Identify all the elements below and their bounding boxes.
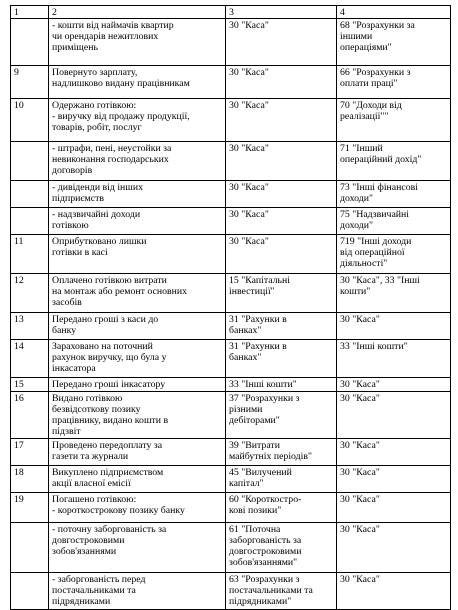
debit-account-line: підрядниками" — [229, 596, 292, 607]
operation-description — [49, 235, 226, 274]
debit-account-line: постачальниками та — [229, 585, 313, 596]
credit-account-line: від операційної — [340, 247, 405, 258]
credit-account — [337, 392, 451, 439]
operation-description — [49, 19, 226, 66]
operation-description-line: довгостроковими — [52, 535, 125, 546]
credit-account-line: іншими — [340, 31, 373, 42]
operation-description-line: Передано гроші з каси до — [52, 314, 159, 325]
credit-account — [337, 208, 451, 235]
debit-account — [226, 66, 337, 99]
accounting-entries-table — [10, 5, 451, 610]
debit-account-line: 63 "Розрахунки з — [229, 574, 300, 585]
debit-account — [226, 235, 337, 274]
operation-description-line: безвідсоткову позику — [52, 404, 141, 415]
debit-account-line: 15 "Капітальні — [229, 275, 290, 286]
credit-account — [337, 19, 451, 66]
header-row — [11, 6, 451, 19]
entry-number — [11, 208, 49, 235]
debit-account-line: 30 "Каса" — [229, 20, 269, 31]
entry-number: 9 — [11, 66, 49, 99]
debit-account-line: 60 "Короткостро- — [229, 494, 302, 505]
credit-account-line: 70 "Доходи від — [340, 100, 402, 111]
debit-account — [226, 99, 337, 142]
operation-description-line: - поточну заборгованість за — [52, 524, 167, 535]
operation-description-line: на монтаж або ремонт основних — [52, 286, 187, 297]
credit-account — [337, 340, 451, 378]
credit-account-line: 71 "Інший — [340, 143, 383, 154]
debit-account-line: капітал" — [229, 478, 264, 489]
credit-account — [337, 573, 451, 610]
entry-number: 14 — [11, 340, 49, 378]
operation-description-line: надлишково виданy працівникам — [52, 78, 190, 89]
credit-account — [337, 142, 451, 181]
operation-description — [49, 274, 226, 313]
operation-description — [49, 340, 226, 378]
operation-description-line: - дивіденди від інших — [52, 182, 143, 193]
operation-description-line: Проведено передоплату за — [52, 440, 163, 451]
operation-description-line: готівки в касі — [52, 247, 108, 258]
credit-account-line: операційний дохід" — [340, 154, 422, 165]
header-cell-4: 4 — [337, 6, 451, 19]
operation-description — [49, 439, 226, 466]
credit-account — [337, 66, 451, 99]
operation-description-line: інкасатора — [52, 363, 96, 374]
credit-account-line: 73 "Інші фінансові — [340, 182, 418, 193]
header-cell-2: 2 — [49, 6, 226, 19]
credit-account-line: 66 "Розрахунки з — [340, 67, 411, 78]
operation-description-line: Зараховано на поточний — [52, 341, 153, 352]
credit-account-line: 30 "Каса", 33 "Інші — [340, 275, 420, 286]
credit-account-line: доходи" — [340, 193, 374, 204]
debit-account — [226, 340, 337, 378]
operation-description-line: Оплачено готівкою витрати — [52, 275, 167, 286]
operation-description — [49, 493, 226, 523]
debit-account-line: 30 "Каса" — [229, 236, 269, 247]
credit-account — [337, 523, 451, 573]
operation-description — [49, 392, 226, 439]
operation-description-line: підзвіт — [52, 426, 81, 437]
debit-account-line: банках" — [229, 325, 262, 336]
operation-description-line: - кошти від наймачів квартир — [52, 20, 174, 31]
operation-description-line: підприємств — [52, 193, 104, 204]
operation-description — [49, 142, 226, 181]
credit-account — [337, 378, 451, 392]
credit-account — [337, 181, 451, 208]
operation-description-line: газети та журнали — [52, 451, 129, 462]
entry-number — [11, 19, 49, 66]
operation-description-line: чи орендарів нежитлових — [52, 31, 159, 42]
credit-account-line: доходи" — [340, 220, 374, 231]
table-row — [11, 573, 451, 610]
entry-number — [11, 523, 49, 573]
credit-account-line: 68 "Розрахунки за — [340, 20, 415, 31]
operation-description-line: - штрафи, пені, неустойки за — [52, 143, 172, 154]
credit-account-line: 30 "Каса" — [340, 467, 380, 478]
operation-description-line: банку — [52, 325, 77, 336]
operation-description — [49, 466, 226, 493]
table-row — [11, 19, 451, 66]
entry-number: 18 — [11, 466, 49, 493]
operation-description-line: - надзвичайні доходи — [52, 209, 141, 220]
operation-description-line: Передано гроші інкасатору — [52, 379, 166, 390]
table-row — [11, 235, 451, 274]
debit-account-line: 30 "Каса" — [229, 182, 269, 193]
debit-account — [226, 142, 337, 181]
entry-number — [11, 181, 49, 208]
operation-description-line: рахунок виручку, що була у — [52, 352, 167, 363]
debit-account — [226, 313, 337, 340]
operation-description-line: постачальниками та — [52, 585, 136, 596]
operation-description-line: Погашено готівкою: — [52, 494, 137, 505]
table-row — [11, 99, 451, 142]
debit-account-line: кові позики" — [229, 505, 282, 516]
entry-number: 12 — [11, 274, 49, 313]
credit-account — [337, 439, 451, 466]
operation-description-line: готівкою — [52, 220, 89, 231]
credit-account-line: 30 "Каса" — [340, 524, 380, 535]
credit-account-line: 719 "Інші доходи — [340, 236, 412, 247]
debit-account-line: різними — [229, 404, 263, 415]
debit-account — [226, 19, 337, 66]
operation-description-line: Викуплено підприємством — [52, 467, 164, 478]
debit-account-line: 45 "Вилучений — [229, 467, 292, 478]
operation-description-line: Видано готівкою — [52, 393, 123, 404]
operation-description — [49, 573, 226, 610]
table-row — [11, 523, 451, 573]
credit-account-line: 30 "Каса" — [340, 379, 380, 390]
operation-description-line: Оприбутковано лишки — [52, 236, 147, 247]
credit-account-line: реалізації"" — [340, 111, 389, 122]
operation-description-line: товарів, робіт, послуг — [52, 122, 142, 133]
credit-account-line: 33 "Інші кошти" — [340, 341, 408, 352]
operation-description-line: підрядниками — [52, 596, 111, 607]
operation-description-line: невиконання господарських — [52, 154, 169, 165]
operation-description-line: Одержано готівкою: — [52, 100, 137, 111]
table-row — [11, 466, 451, 493]
debit-account-line: зобов'язаннями" — [229, 557, 298, 568]
table-row — [11, 208, 451, 235]
debit-account-line: 39 "Витрати — [229, 440, 280, 451]
header-cell-1: 1 — [11, 6, 49, 19]
debit-account-line: довгостроковими — [229, 546, 302, 557]
credit-account-line: операціями" — [340, 42, 392, 53]
debit-account — [226, 274, 337, 313]
debit-account-line: 61 "Поточна — [229, 524, 281, 535]
operation-description-line: працівнику, видано кошти в — [52, 415, 169, 426]
table-row — [11, 313, 451, 340]
credit-account-line: оплати праці" — [340, 78, 398, 89]
debit-account — [226, 466, 337, 493]
debit-account-line: банках" — [229, 352, 262, 363]
credit-account-line: 30 "Каса" — [340, 314, 380, 325]
operation-description-line: зобов'язаннями — [52, 546, 117, 557]
table-row — [11, 142, 451, 181]
operation-description — [49, 66, 226, 99]
operation-description — [49, 523, 226, 573]
debit-account — [226, 208, 337, 235]
table-row — [11, 340, 451, 378]
credit-account-line: 30 "Каса" — [340, 393, 380, 404]
operation-description — [49, 181, 226, 208]
debit-account — [226, 392, 337, 439]
operation-description-line: - заборгованість перед — [52, 574, 146, 585]
debit-account — [226, 439, 337, 466]
operation-description — [49, 313, 226, 340]
entry-number: 10 — [11, 99, 49, 142]
debit-account-line: інвестиції" — [229, 286, 275, 297]
credit-account-line: 75 "Надзвичайні — [340, 209, 409, 220]
credit-account-line: діяльності" — [340, 258, 388, 269]
table-row — [11, 66, 451, 99]
operation-description-line: засобів — [52, 297, 82, 308]
operation-description-line: приміщень — [52, 42, 98, 53]
entry-number: 16 — [11, 392, 49, 439]
operation-description-line: акції власної емісії — [52, 478, 131, 489]
table-row — [11, 439, 451, 466]
table-row — [11, 493, 451, 523]
debit-account-line: 30 "Каса" — [229, 209, 269, 220]
header-cell-3: 3 — [226, 6, 337, 19]
operation-description — [49, 208, 226, 235]
credit-account-line: 30 "Каса" — [340, 440, 380, 451]
credit-account — [337, 466, 451, 493]
operation-description-line: - короткострокову позику банку — [52, 505, 185, 516]
operation-description-line: - виручку від продажу продукції, — [52, 111, 190, 122]
credit-account — [337, 493, 451, 523]
credit-account-line: 30 "Каса" — [340, 494, 380, 505]
debit-account-line: 33 "Інші кошти" — [229, 379, 297, 390]
table-row — [11, 378, 451, 392]
entry-number: 19 — [11, 493, 49, 523]
debit-account-line: заборгованість за — [229, 535, 302, 546]
operation-description — [49, 99, 226, 142]
credit-account — [337, 99, 451, 142]
credit-account — [337, 313, 451, 340]
credit-account-line: кошти" — [340, 286, 371, 297]
entry-number: 11 — [11, 235, 49, 274]
credit-account — [337, 235, 451, 274]
operation-description-line: Повернуто зарплату, — [52, 67, 138, 78]
credit-account — [337, 274, 451, 313]
debit-account-line: 31 "Рахунки в — [229, 341, 287, 352]
debit-account-line: майбутніх періодів" — [229, 451, 312, 462]
entry-number: 15 — [11, 378, 49, 392]
table-row — [11, 392, 451, 439]
debit-account-line: 31 "Рахунки в — [229, 314, 287, 325]
debit-account-line: 30 "Каса" — [229, 143, 269, 154]
debit-account-line: 30 "Каса" — [229, 67, 269, 78]
debit-account — [226, 493, 337, 523]
debit-account-line: дебіторами" — [229, 415, 280, 426]
debit-account-line: 37 "Розрахунки з — [229, 393, 300, 404]
debit-account — [226, 181, 337, 208]
table-row — [11, 181, 451, 208]
entry-number: 17 — [11, 439, 49, 466]
debit-account-line: 30 "Каса" — [229, 100, 269, 111]
debit-account — [226, 378, 337, 392]
entry-number: 13 — [11, 313, 49, 340]
entry-number — [11, 142, 49, 181]
debit-account — [226, 523, 337, 573]
entry-number — [11, 573, 49, 610]
operation-description-line: договорів — [52, 165, 93, 176]
debit-account — [226, 573, 337, 610]
credit-account-line: 30 "Каса" — [340, 574, 380, 585]
table-row — [11, 274, 451, 313]
operation-description — [49, 378, 226, 392]
